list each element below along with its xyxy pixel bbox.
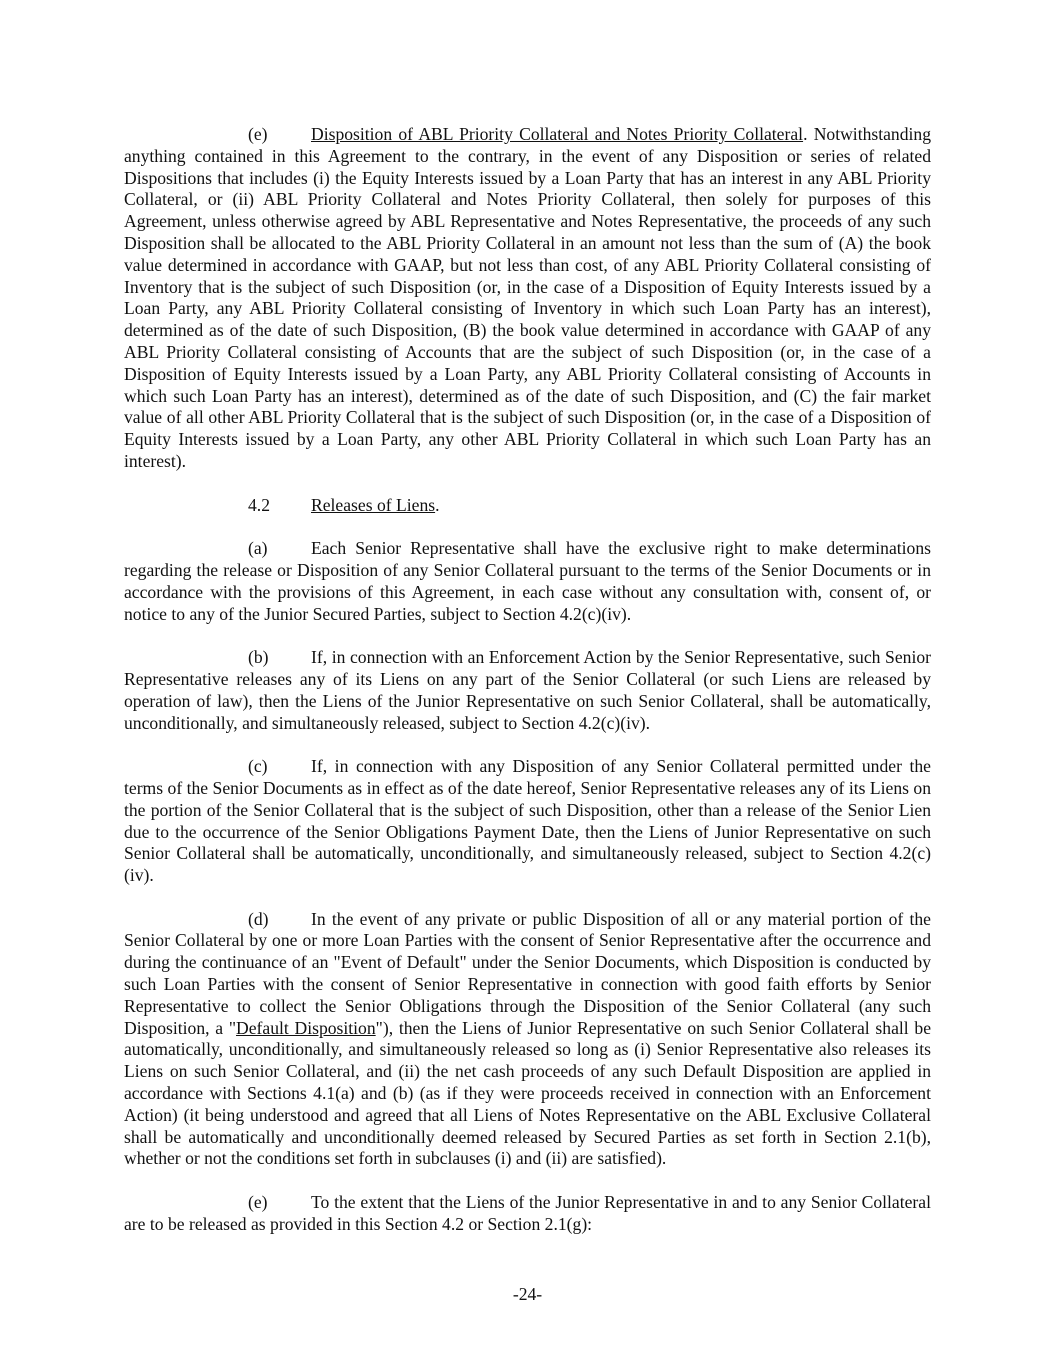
- paragraph-text: Notwithstanding anything contained in this Agreement to the contrary, in the event of any Disposition or series of related Dispositions that includes (i) the Equity Interests issued by a Loan Party that has an interest in any ABL Priority Collateral, or (ii) ABL Priority Collateral and Notes Priority Collateral, then solely for purposes of this Agreement, unless otherwise agreed by ABL Representative and Notes Representative, the proceeds of any such Disposition shall be allocated to the ABL Priority Collateral in an amount not less than the sum of (A) the book value determined in accordance with GAAP, but not less than cost, of any ABL Priority Collateral consisting of Inventory that is the subject of such Disposition (or, in the case of a Disposition of Equity Interests issued by a Loan Party, any ABL Priority Collateral consisting of Inventory in which such Loan Party has an interest), determined as of the date of such Disposition, (B) the book value determined in accordance with GAAP of any ABL Priority Collateral consisting of Accounts that are the subject of such Disposition (or, in the case of a Disposition of Equity Interests issued by a Loan Party, any ABL Priority Collateral consisting of Accounts in which such Loan Party has an interest), determined as of the date of such Disposition, and (C) the fair market value of all other ABL Priority Collateral that is the subject of such Disposition (or, in the case of a Disposition of Equity Interests issued by a Loan Party, any other ABL Priority Collateral in which such Loan Party has an interest).: [124, 124, 932, 471]
- paragraph-label: (a): [248, 538, 268, 559]
- paragraph-d: [124, 909, 931, 1171]
- paragraph-text: If, in connection with any Disposition of any Senior Collateral permitted under the terms of the Senior Documents as in effect as of the date hereof, Senior Representative releases any of its Liens on the portion of the Senior Collateral that is the subject of such Disposition, other than a release of the Senior Lien due to the occurrence of the Senior Obligations Payment Date, then the Liens of Junior Representative on such Senior Collateral shall be automatically, unconditionally, and simultaneously released, subject to Section 4.2(c)(iv).: [124, 756, 931, 886]
- paragraph-label: (d): [248, 908, 269, 929]
- page-number: -24-: [512, 1284, 543, 1304]
- paragraph-label: (b): [248, 647, 269, 668]
- paragraph-c: [124, 756, 931, 887]
- paragraph-heading: Disposition of ABL Priority Collateral and Notes Priority Collateral: [311, 124, 804, 144]
- section-number: 4.2: [248, 494, 270, 515]
- paragraph-label: (e): [248, 124, 268, 144]
- paragraph-e-disposition: (e) Disposition of ABL Priority Collateral and Notes Priority Collateral. Notwithstanding anything contained in this Agreement to the contrary, in the event of any Disposition or series of related Dispositions that includes (i) the Equity Interests issued by a Loan Party that has an interest in any ABL Priority Collateral, or (ii) ABL Priority Collateral and Notes Priority Collateral, then solely for purposes of this Agreement, unless otherwise agreed by ABL Representative and Notes Representative, the proceeds of any such Disposition shall be allocated to the ABL Priority Collateral in an amount not less than the sum of (A) the book value determined in accordance with GAAP, but not less than cost, of any ABL Priority Collateral consisting of Inventory that is the subject of such Disposition (or, in the case of a Disposition of Equity Interests issued by a Loan Party, any ABL Priority Collateral consisting of Inventory in which such Loan Party has an interest), determined as of the date of such Disposition, (B) the book value determined in accordance with GAAP of any ABL Priority Collateral consisting of Accounts that are the subject of such Disposition (or, in the case of a Disposition of Equity Interests issued by a Loan Party, any ABL Priority Collateral consisting of Accounts in which such Loan Party has an interest), determined as of the date of such Disposition, and (C) the fair market value of all other ABL Priority Collateral that is the subject of such Disposition (or, in the case of a Disposition of Equity Interests issued by a Loan Party, any other ABL Priority Collateral in which such Loan Party has an interest).: [124, 124, 932, 471]
- document-page: [124, 124, 931, 1236]
- paragraph-text: If, in connection with an Enforcement Action by the Senior Representative, such Senior Representative releases any of its Liens on any part of the Senior Collateral (or such Liens are released by operation of law), then the Liens of the Junior Representative on such Senior Collateral, shall be automatically, unconditionally, and simultaneously released, subject to Section 4.2(c)(iv).: [124, 647, 931, 733]
- paragraph-label: (c): [248, 756, 268, 777]
- section-heading-4-2: 4.2 Releases of Liens.: [248, 494, 440, 515]
- defined-term: Default Disposition: [236, 1017, 376, 1038]
- paragraph-e: [124, 1192, 931, 1236]
- paragraph-text: In the event of any private or public Disposition of all or any material portion of the Senior Collateral by one or more Loan Parties with the consent of Senior Representative after the occurrence and during the continuance of an "Event of Default" under the Senior Documents, which Disposition is conducted by such Loan Parties with the consent of Senior Representative in connection with good faith efforts by Senior Representative to collect the Senior Obligations through the Disposition of the Senior Collateral (any such Disposition, a ": [124, 908, 931, 1038]
- paragraph-a: [124, 538, 931, 625]
- section-title: Releases of Liens: [311, 494, 436, 515]
- paragraph-b: [124, 647, 931, 734]
- paragraph-text: Each Senior Representative shall have the exclusive right to make determinations regarding the release or Disposition of any Senior Collateral pursuant to the terms of the Senior Documents or in accordance with the provisions of this Agreement, in each case without any consultation with, consent of, or notice to any of the Junior Secured Parties, subject to Section 4.2(c)(iv).: [124, 538, 931, 624]
- paragraph-label: (e): [248, 1192, 268, 1213]
- paragraph-text-continued: "), then the Liens of Junior Representative on such Senior Collateral shall be automatically, unconditionally, and simultaneously released so long as (i) Senior Representative also releases its Liens on such Senior Collateral, and (ii) the net cash proceeds of any such Default Disposition are applied in accordance with Sections 4.1(a) and (b) (as if they were proceeds received in connection with an Enforcement Action) (it being understood and agreed that all Liens of Notes Representative on the ABL Exclusive Collateral shall be automatically and unconditionally deemed released by Secured Parties as set forth in Section 2.1(b), whether or not the conditions set forth in subclauses (i) and (ii) are satisfied).: [124, 1017, 931, 1169]
- paragraph-text: To the extent that the Liens of the Junior Representative in and to any Senior Collateral are to be released as provided in this Section 4.2 or Section 2.1(g):: [124, 1192, 931, 1234]
